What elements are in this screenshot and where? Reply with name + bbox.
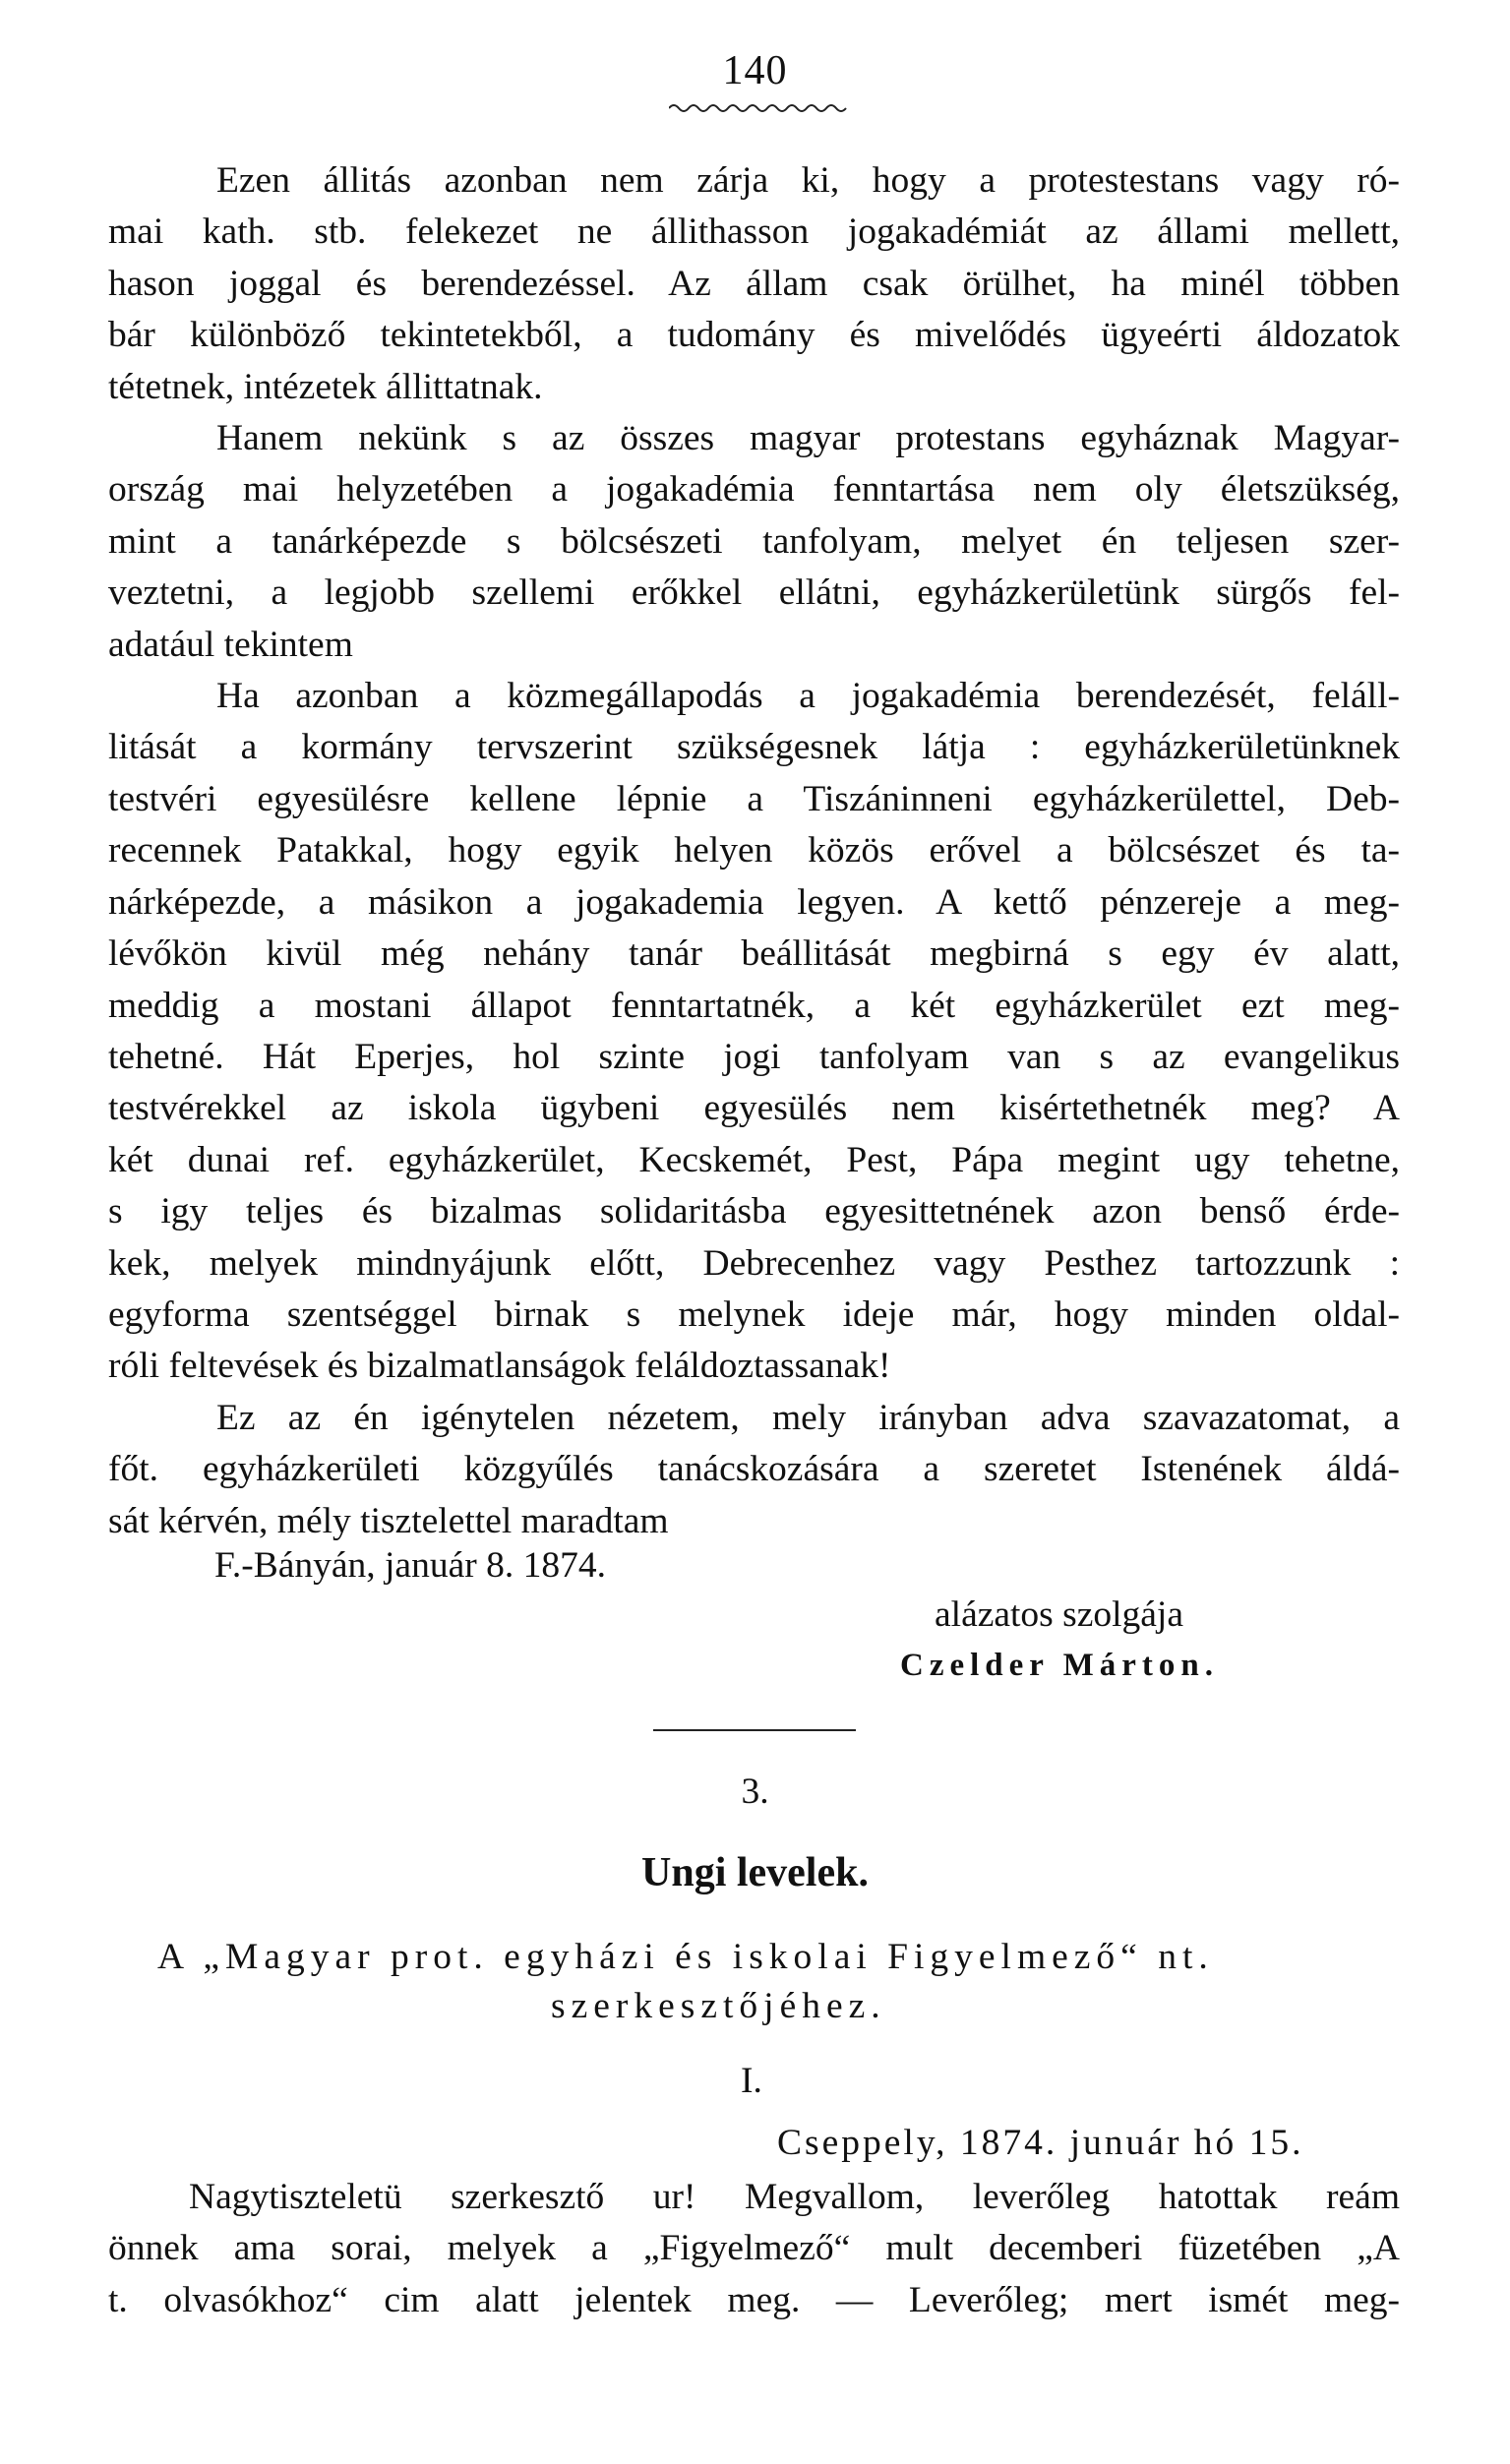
text-line: sát kérvén, mély tisztelettel maradtam xyxy=(108,1500,669,1541)
text-line: hason joggal és berendezéssel. Az állam csak örülhet, ha minél többen xyxy=(108,263,1400,304)
text-line: Ha azonban a közmegállapodás a jogakadémia berendezését, feláll- xyxy=(216,676,1400,717)
text-line: kek, melyek mindnyájunk előtt, Debrecenhez vagy Pesthez tartozzunk : xyxy=(108,1242,1400,1284)
text-line: meddig a mostani állapot fenntartatnék, a két egyházkerület ezt meg- xyxy=(108,985,1400,1026)
place-date: F.-Bányán, január 8. 1874. xyxy=(214,1545,606,1586)
letter-text xyxy=(108,2172,1400,2326)
text-line: Ezen állitás azonban nem zárja ki, hogy a protestestans vagy ró- xyxy=(216,160,1400,201)
text-line: főt. egyházkerületi közgyűlés tanácskozására a szeretet Istenének áldá- xyxy=(108,1449,1400,1490)
text-line: mai kath. stb. felekezet ne állithasson jogakadémiát az állami mellett, xyxy=(108,211,1400,253)
letter-number: I. xyxy=(741,2061,762,2101)
text-line: recennek Patakkal, hogy egyik helyen közös erővel a bölcsészet és ta- xyxy=(108,830,1400,871)
text-line: lévőkön kivül még nehány tanár beállitását megbirná s egy év alatt, xyxy=(108,933,1400,975)
text-line: ország mai helyzetében a jogakadémia fenntartása nem oly életszükség, xyxy=(108,469,1400,511)
address-line: A „Magyar prot. egyházi és iskolai Figyelmező“ nt. xyxy=(157,1937,1214,1977)
text-line: nárképezde, a másikon a jogakademia legyen. A kettő pénzereje a meg- xyxy=(108,881,1400,923)
main-text xyxy=(108,155,1400,1547)
page-number-underline xyxy=(669,102,851,114)
text-line: s igy teljes és bizalmas solidaritásba egyesittetnének azon benső érde- xyxy=(108,1191,1400,1232)
text-line: t. olvasókhoz“ cim alatt jelentek meg. — Leverőleg; mert ismét meg- xyxy=(108,2279,1400,2320)
text-line: Nagytiszteletü szerkesztő ur! Megvallom, leverőleg hatottak reám xyxy=(189,2177,1400,2217)
closing: alázatos szolgája xyxy=(935,1594,1183,1635)
text-line: testvérekkel az iskola ügybeni egyesülés nem kisértethetnék meg? A xyxy=(108,1088,1400,1129)
text-line: két dunai ref. egyházkerület, Kecskemét, Pest, Pápa megint ugy tehetne, xyxy=(108,1139,1400,1180)
text-line: litását a kormány tervszerint szükségesnek látja : egyházkerületünknek xyxy=(108,727,1400,768)
text-line: róli feltevések és bizalmatlanságok feláldoztassanak! xyxy=(108,1346,891,1387)
address-line: szerkesztőjéhez. xyxy=(551,1986,886,2026)
text-line: veztetni, a legjobb szellemi erőkkel ellátni, egyházkerületünk sürgős fel- xyxy=(108,572,1400,614)
text-line: tétetnek, intézetek állittatnak. xyxy=(108,366,543,407)
text-line: mint a tanárképezde s bölcsészeti tanfolyam, melyet én teljesen szer- xyxy=(108,520,1400,562)
text-line: önnek ama sorai, melyek a „Figyelmező“ mult decemberi füzetében „A xyxy=(108,2228,1400,2269)
text-line: tehetné. Hát Eperjes, hol szinte jogi tanfolyam van s az evangelikus xyxy=(108,1036,1400,1077)
section-title: Ungi levelek. xyxy=(641,1850,869,1895)
text-line: bár különböző tekintetekből, a tudomány és mivelődés ügyeérti áldozatok xyxy=(108,315,1400,356)
text-line: testvéri egyesülésre kellene lépnie a Tiszáninneni egyházkerülettel, Deb- xyxy=(108,778,1400,819)
section-number: 3. xyxy=(741,1772,769,1812)
text-line: Hanem nekünk s az összes magyar protestans egyháznak Magyar- xyxy=(216,418,1400,459)
text-line: adatául tekintem xyxy=(108,624,353,665)
page-number: 140 xyxy=(722,48,788,93)
text-line: egyforma szentséggel birnak s melynek ideje már, hogy minden oldal- xyxy=(108,1293,1400,1335)
signature: Czelder Márton. xyxy=(900,1648,1219,1683)
text-line: Ez az én igénytelen nézetem, mely irányban adva szavazatomat, a xyxy=(216,1397,1400,1438)
section-divider xyxy=(653,1729,856,1731)
letter-dateline: Cseppely, 1874. junuár hó 15. xyxy=(777,2123,1304,2163)
